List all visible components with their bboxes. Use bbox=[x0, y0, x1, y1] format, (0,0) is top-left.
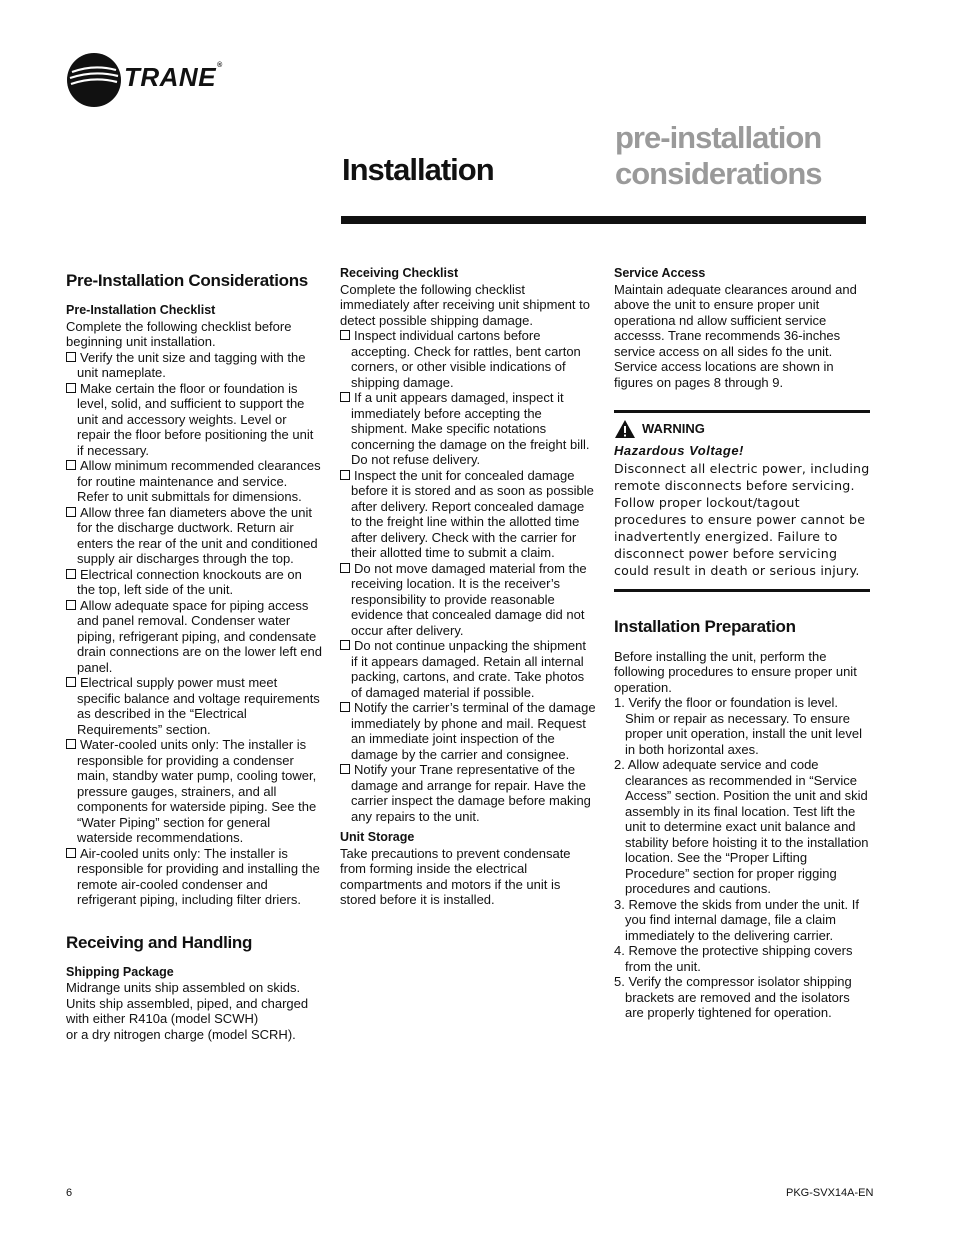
checkbox-icon bbox=[340, 640, 350, 650]
warning-body: Disconnect all electric power, including remote disconnects before servicing. Follow proper lockout/tagout procedures to ensure power cannot be inadvertently energized. Failure to disconnect power before servicing could result in death or serious injury. bbox=[614, 460, 870, 578]
receiving-intro: Complete the following checklist immediately after receiving unit shipment to detect possible shipping damage. bbox=[340, 281, 591, 328]
page-number: 6 bbox=[66, 1187, 73, 1199]
checkbox-icon bbox=[66, 569, 76, 579]
receiving-checklist bbox=[340, 328, 596, 824]
list-item: Inspect individual cartons before accepting. Check for rattles, bent carton corners, or other visible indications of shipping damage. bbox=[340, 328, 596, 390]
checkbox-icon bbox=[340, 764, 350, 774]
list-item: Make certain the floor or foundation is level, solid, and sufficient to support the unit and accessory weights. Level or repair the floor before positioning the unit if necessary. bbox=[66, 381, 322, 459]
pre-installation-checklist bbox=[66, 350, 322, 908]
list-item: Allow adequate space for piping access and panel removal. Condenser water piping, refrigerant piping, and condensate drain connections are on the lower left end panel. bbox=[66, 598, 322, 676]
checkbox-icon bbox=[340, 563, 350, 573]
checkbox-icon bbox=[340, 392, 350, 402]
checkbox-icon bbox=[66, 677, 76, 687]
pre-installation-checklist-title: Pre-Installation Checklist bbox=[66, 303, 216, 317]
warning-label: WARNING bbox=[642, 421, 705, 437]
checkbox-icon bbox=[66, 739, 76, 749]
list-item: Electrical supply power must meet specific balance and voltage requirements as described in the “Electrical Requirements” section. bbox=[66, 675, 322, 737]
checkbox-icon bbox=[66, 507, 76, 517]
receiving-checklist-title: Receiving Checklist bbox=[340, 266, 459, 280]
warning-header bbox=[614, 419, 870, 439]
checkbox-icon bbox=[66, 460, 76, 470]
list-item: Notify the carrier’s terminal of the damage immediately by phone and mail. Request an immediate joint inspection of the damage by the carrier and consignee. bbox=[340, 700, 596, 762]
list-item: 1. Verify the floor or foundation is level. Shim or repair as necessary. To ensure proper unit operation, install the unit level in both horizontal axes. bbox=[614, 695, 863, 757]
list-item: Electrical connection knockouts are on the top, left side of the unit. bbox=[66, 567, 322, 598]
list-item: Notify your Trane representative of the damage and arrange for repair. Have the carrier inspect the damage before making any repairs to the unit. bbox=[340, 762, 596, 824]
list-item: Allow three fan diameters above the unit for the discharge ductwork. Return air enters the rear of the unit and conditioned supply air discharges through the top. bbox=[66, 505, 322, 567]
receiving-handling-heading: Receiving and Handling bbox=[66, 932, 253, 952]
list-item: 4. Remove the protective shipping covers from the unit. bbox=[614, 943, 853, 974]
chapter-title-line2: considerations bbox=[615, 156, 822, 191]
shipping-package-text-2: or a dry nitrogen charge (model SCRH). bbox=[66, 1026, 296, 1042]
checkbox-icon bbox=[66, 352, 76, 362]
chapter-title-line1: pre-installation bbox=[615, 120, 822, 155]
list-item: Verify the unit size and tagging with the unit nameplate. bbox=[66, 350, 322, 381]
checkbox-icon bbox=[66, 848, 76, 858]
list-item: 2. Allow adequate service and code clearances as recommended in “Service Access” section. Position the unit and skid assembly in its final location. Test lift the unit to determine exact unit balance and stability before hoisting it to the installation location. See the “Proper Lifting Procedure” section for proper rigging procedures and cautions. bbox=[614, 757, 869, 896]
unit-storage-title: Unit Storage bbox=[340, 830, 415, 844]
list-item: Inspect the unit for concealed damage before it is stored and as soon as possible after delivery. Report concealed damage to the freight line within the allotted time after delivery. Check with the carrier for their allotted time to submit a claim. bbox=[340, 468, 596, 561]
list-item: Air-cooled units only: The installer is responsible for providing and installing the remote air-cooled condenser and refrigerant piping, including filter driers. bbox=[66, 846, 322, 908]
service-access-title: Service Access bbox=[614, 266, 706, 280]
warning-triangle-icon bbox=[614, 419, 636, 439]
list-item: Do not continue unpacking the shipment if it appears damaged. Retain all internal packing, cartons, and crate. Take photos of damaged material if possible. bbox=[340, 638, 596, 700]
brand-wordmark: TRANE® bbox=[124, 62, 223, 92]
preparation-intro: Before installing the unit, perform the following procedures to ensure proper unit operation. bbox=[614, 648, 857, 695]
checkbox-icon bbox=[340, 702, 350, 712]
checkbox-icon bbox=[340, 470, 350, 480]
list-item: Allow minimum recommended clearances for routine maintenance and service. Refer to unit submittals for dimensions. bbox=[66, 458, 322, 505]
pre-installation-heading: Pre-Installation Considerations bbox=[66, 271, 308, 290]
column-1 bbox=[66, 266, 322, 1042]
installation-preparation-heading: Installation Preparation bbox=[614, 616, 796, 636]
header-rule bbox=[341, 216, 866, 224]
shipping-package-title: Shipping Package bbox=[66, 964, 174, 979]
trane-logo-icon bbox=[66, 52, 122, 108]
list-item: 5. Verify the compressor isolator shipping brackets are removed and the isolators are properly tightened for operation. bbox=[614, 974, 852, 1020]
list-item: If a unit appears damaged, inspect it immediately before accepting the shipment. Make specific notations concerning the damage on the freight bill. Do not refuse delivery. bbox=[340, 390, 596, 468]
checkbox-icon bbox=[66, 600, 76, 610]
document-code: PKG-SVX14A-EN bbox=[786, 1187, 874, 1199]
shipping-package-text: Midrange units ship assembled on skids. Units ship assembled, piped, and charged with either R410a (model SCWH) bbox=[66, 980, 309, 1026]
trane-logo bbox=[66, 52, 236, 108]
list-item: 3. Remove the skids from under the unit. If you find internal damage, file a claim immediately to the delivering carrier. bbox=[614, 896, 859, 943]
checkbox-icon bbox=[66, 383, 76, 393]
column-3 bbox=[614, 266, 870, 1021]
warning-subtitle: Hazardous Voltage! bbox=[614, 443, 744, 458]
checkbox-icon bbox=[340, 330, 350, 340]
column-2 bbox=[340, 266, 596, 908]
checklist-intro: Complete the following checklist before beginning unit installation. bbox=[66, 318, 292, 349]
unit-storage-text: Take precautions to prevent condensate from forming inside the electrical compartments and motors if the unit is stored before it is installed. bbox=[340, 845, 571, 907]
section-title: Installation bbox=[342, 152, 494, 187]
preparation-steps bbox=[614, 695, 870, 1021]
service-access-text: Maintain adequate clearances around and above the unit to ensure proper unit operationa nd allow sufficient service accesss. Trane recommends 36-inches service access on all sides fo the unit. Service access locations are shown in figures on pages 8 through 9. bbox=[614, 281, 857, 390]
chapter-title bbox=[615, 120, 915, 192]
warning-box bbox=[614, 410, 870, 592]
list-item: Water-cooled units only: The installer is responsible for providing a condenser main, standby water pump, cooling tower, pressure gauges, strainers, and all components for waterside piping. See the “Water Piping” section for general waterside recommendations. bbox=[66, 737, 322, 846]
list-item: Do not move damaged material from the receiving location. It is the receiver’s responsibility to provide reasonable evidence that concealed damage did not occur after delivery. bbox=[340, 561, 596, 639]
